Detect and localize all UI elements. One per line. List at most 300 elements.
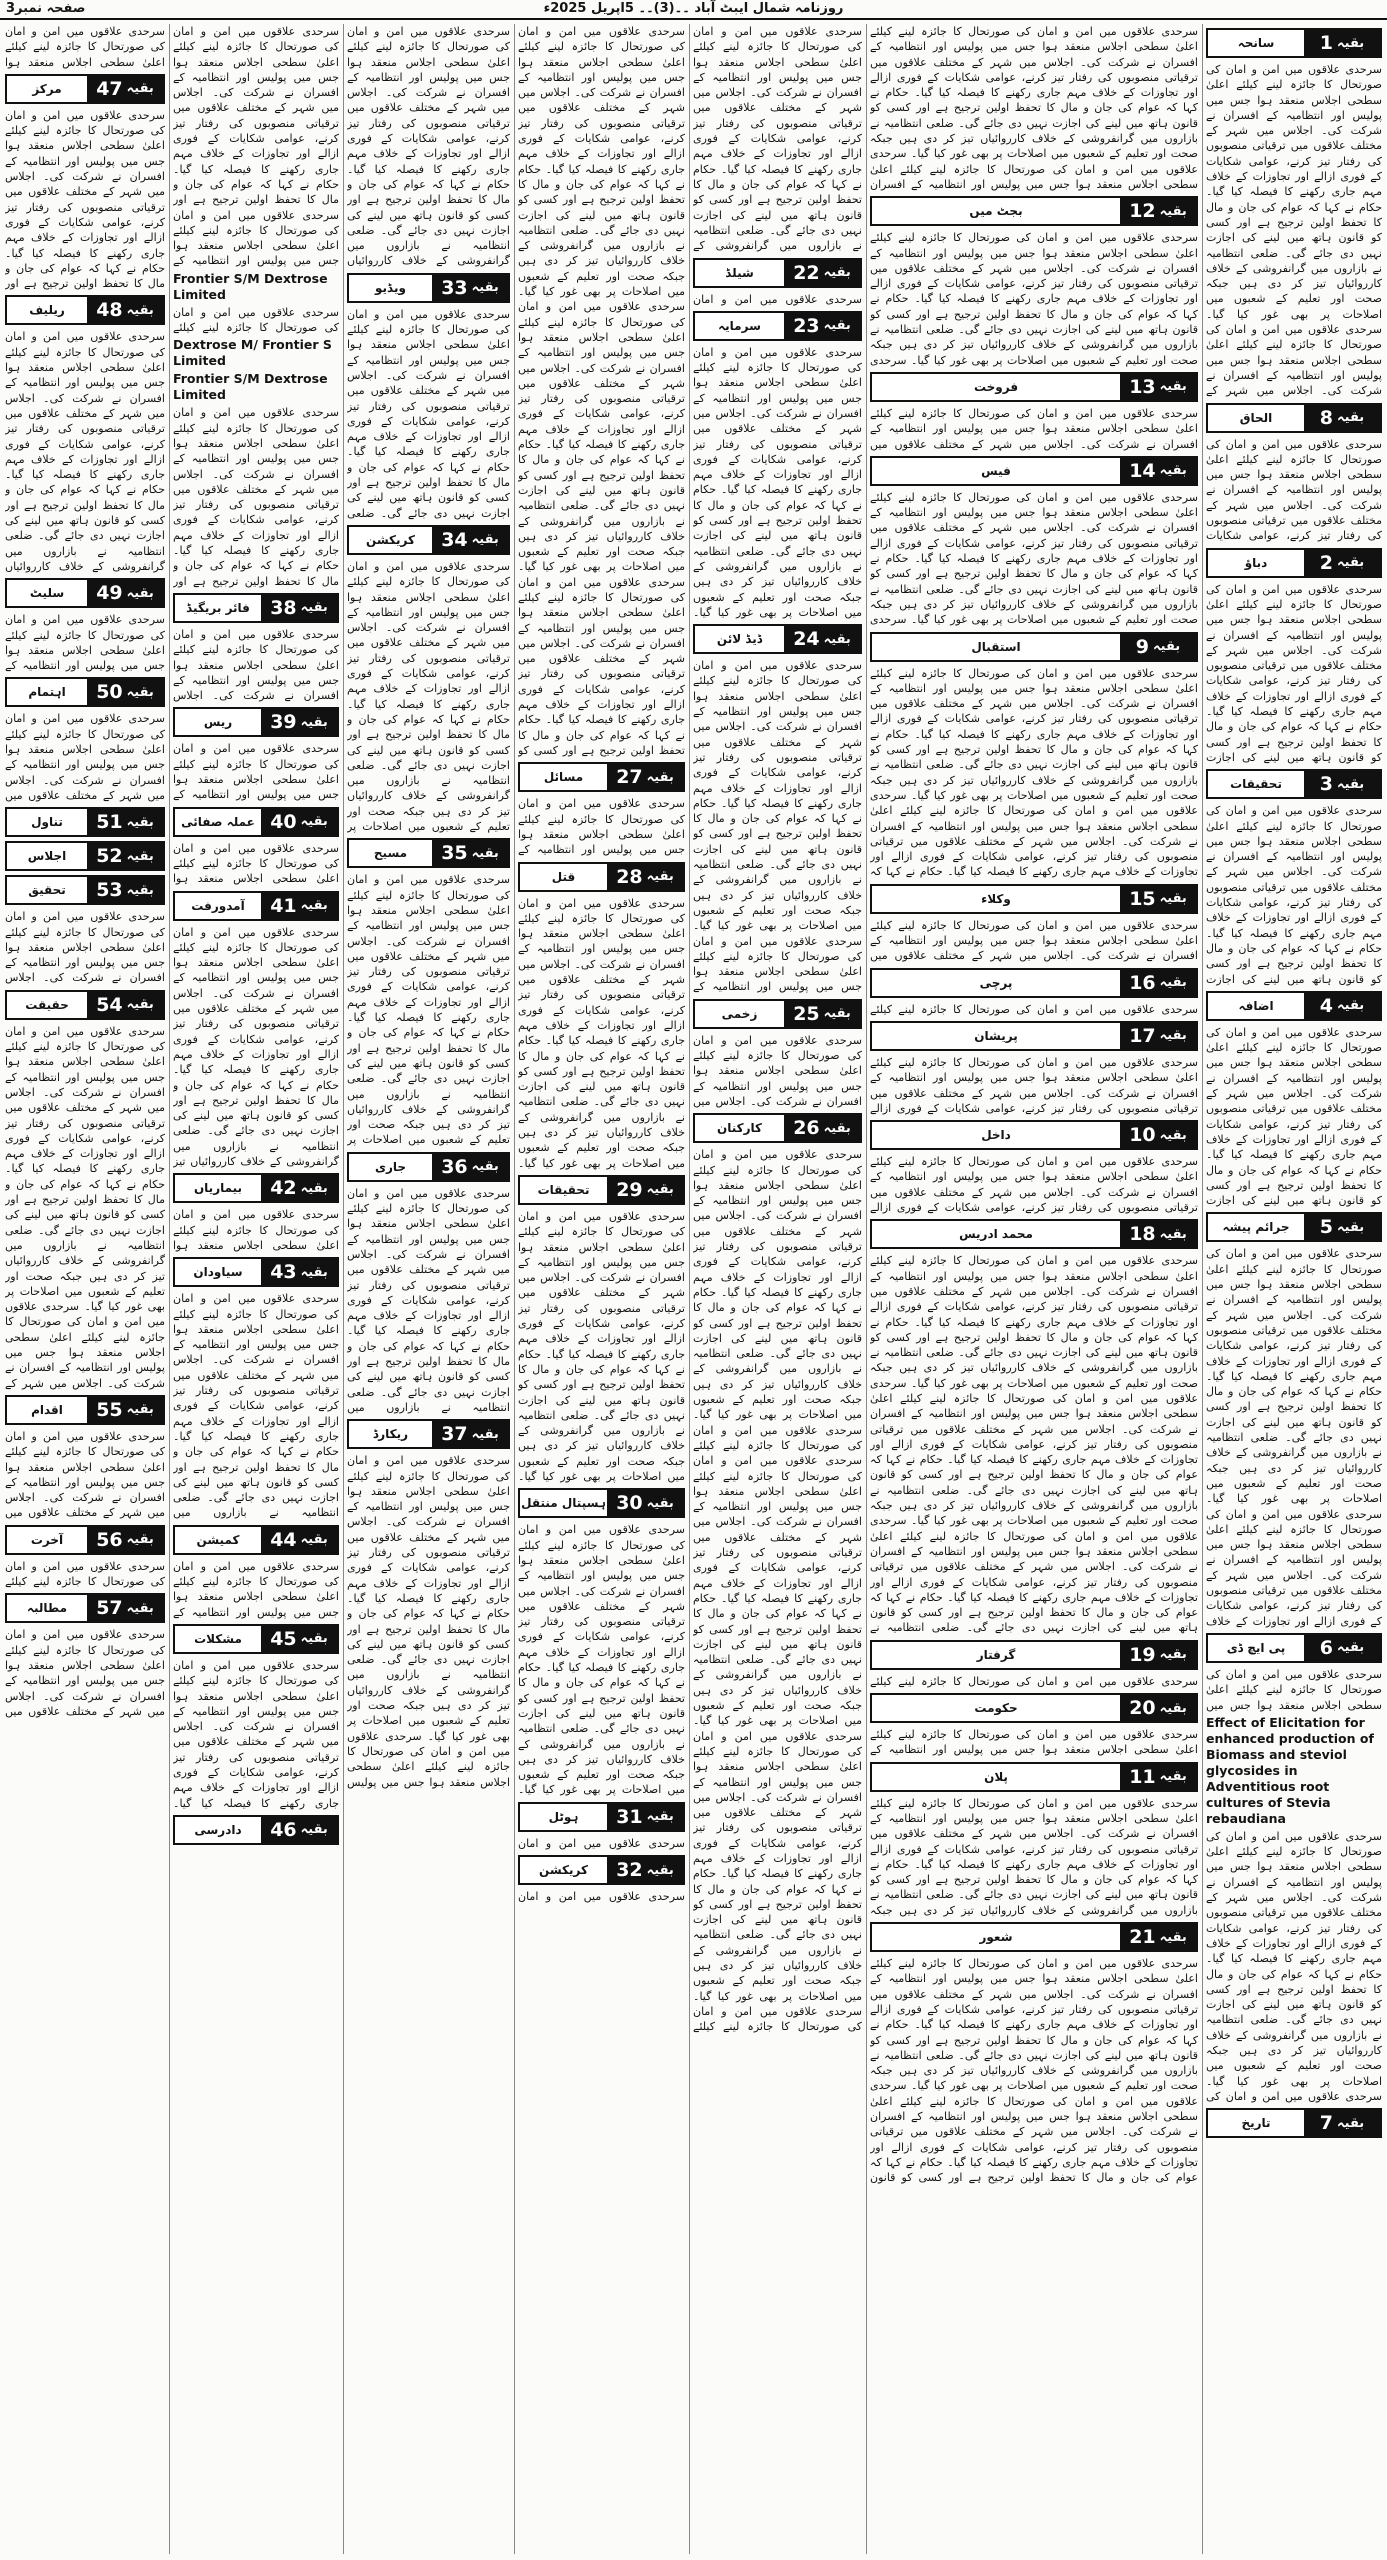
column-3 (690, 24, 865, 2554)
continuation-badge (87, 1595, 163, 1621)
continuation-number: 6 (1319, 1636, 1334, 1659)
continuation-badge (607, 764, 683, 790)
article-text: سرحدی علاقوں میں امن و امان کی صورتحال کا جائزہ لینے کیلئے اعلیٰ سطحی اجلاس منعقد ہوا جس میں پولیس اور انتظامیہ کے افسران نے شرکت کی۔ اجلاس میں شہر کے مختلف علاقوں میں ترقیاتی منصوبوں کی رفتار تیز کرنے، عوامی شکایات کے فوری ازالے اور تجاوزات کے خلاف مہم جاری رکھنے کا فیصلہ کیا گیا۔ حکام نے کہا کہ عوام کی جان و مال کا تحفظ اولین ترجیح ہے اور کسی کو قانون ہاتھ میں لینے کی اجازت نہیں دی جائے گی۔ ضلعی انتظامیہ نے بازاروں میں گرانفروشی کے خلاف کارروائیاں تیز کر دی ہیں جبکہ صحت اور تعلیم کے شعبوں میں اصلاحات پر بھی غور کیا گیا۔ (693, 345, 862, 619)
column-1 (1203, 24, 1385, 2554)
continuation-box-16 (870, 968, 1198, 998)
continuation-box-26 (693, 1113, 862, 1143)
english-text: Frontier S/M Dextrose Limited (173, 371, 328, 403)
continuation-number: 29 (616, 1178, 643, 1201)
continuation-badge (607, 1857, 683, 1883)
article-text: سرحدی علاقوں میں امن و امان کی صورتحال کا جائزہ لینے کیلئے اعلیٰ سطحی اجلاس منعقد ہوا جس میں (1206, 1667, 1382, 1712)
continuation-number: 47 (96, 77, 123, 100)
continuation-title: مطالبہ (26, 1601, 68, 1616)
continuation-title: کمیشن (196, 1532, 240, 1547)
article-text: سرحدی علاقوں میں امن و امان کی صورتحال کا جائزہ لینے کیلئے اعلیٰ سطحی اجلاس منعقد ہوا جس میں پولیس اور انتظامیہ کے افسران نے شرکت کی۔ اجلاس میں شہر کے مختلف علاقوں میں (870, 918, 1198, 963)
continuation-label: بقیہ (300, 1822, 328, 1838)
continuation-title: الحاق (1239, 410, 1273, 425)
english-text: Frontier S/M Dextrose Limited (173, 270, 328, 302)
article-text: سرحدی علاقوں میں امن و امان کی صورتحال کا جائزہ لینے کیلئے اعلیٰ سطحی اجلاس منعقد ہوا جس میں پولیس اور انتظامیہ کے افسران نے شرکت کی۔ اجلاس میں شہر کے مختلف علاقوں میں ترقیاتی منصوبوں کی رفتار تیز کرنے، عوامی شکایات کے فوری ازالے اور تجاوزات کے خلاف مہم جاری رکھنے کا فیصلہ کیا گیا۔ حکام نے کہا کہ عوام کی جان و مال کا تحفظ اولین ترجیح ہے اور کسی کو قانون ہاتھ میں لینے کی اجازت نہیں دی جائے گی۔ ضلعی انتظامیہ نے بازاروں میں گرانفروشی کے خلاف کارروائیاں تیز (173, 925, 339, 1168)
continuation-title: تاریخ (1241, 2116, 1271, 2131)
continuation-number: 12 (1129, 200, 1156, 223)
continuation-badge (87, 1527, 163, 1553)
continuation-title: سرمایہ (718, 318, 761, 333)
continuation-number: 23 (793, 314, 820, 337)
continuation-label: بقیہ (646, 1182, 674, 1198)
continuation-label: بقیہ (646, 1862, 674, 1878)
continuation-title: کریکشن (366, 532, 415, 547)
continuation-label: بقیہ (1159, 1647, 1187, 1663)
continuation-label: بقیہ (300, 1532, 328, 1548)
continuation-title: حقیقت (25, 997, 69, 1012)
article-text: سرحدی علاقوں میں امن و امان کی صورتحال کا جائزہ لینے کیلئے اعلیٰ سطحی اجلاس منعقد ہوا جس میں پولیس اور انتظامیہ کے افسران نے شرکت کی۔ اجلاس میں (693, 1033, 862, 1108)
continuation-label: بقیہ (646, 769, 674, 785)
continuation-title: فروخت (973, 379, 1019, 394)
continuation-label: بقیہ (1153, 639, 1181, 655)
continuation-badge (87, 580, 163, 606)
continuation-badge (1120, 1122, 1196, 1148)
continuation-label: بقیہ (126, 1600, 154, 1616)
continuation-badge (1304, 2110, 1380, 2136)
continuation-badge (1120, 1695, 1196, 1721)
continuation-label: بقیہ (646, 1809, 674, 1825)
continuation-box-37 (347, 1419, 510, 1449)
continuation-number: 19 (1129, 1643, 1156, 1666)
continuation-title: ریکارڈ (372, 1427, 409, 1442)
continuation-number: 46 (270, 1818, 297, 1841)
article-text: سرحدی علاقوں میں امن و امان کی صورتحال کا جائزہ لینے کیلئے اعلیٰ سطحی اجلاس منعقد ہوا جس میں پولیس اور انتظامیہ کے افسران نے شرکت کی۔ اجلاس میں شہر کے مختلف علاقوں میں ترقیاتی منصوبوں کی رفتار تیز کرنے، عوامی شکایات کے فوری ازالے اور تجاوزات کے خلاف مہم جاری رکھنے کا فیصلہ کیا گیا۔ حکام نے کہا کہ عوام کی جان و مال کا تحفظ اولین ترجیح ہے اور کسی کو قانون ہاتھ میں لینے کی اجازت نہیں دی جائے گی۔ ضلعی انتظامیہ نے بازاروں میں گرانفروشی کے خلاف کارروائیاں تیز کر دی ہیں جبکہ صحت اور تعلیم کے شعبوں میں اصلاحات پر بھی غور کیا گیا۔ سرحدی علاقوں میں امن و امان کی صورتحال کا جائزہ لینے کیلئے اعلیٰ سطحی اجلاس منعقد ہوا جس میں پولیس اور انتظامیہ کے افسران نے شرکت کی۔ اجلاس میں شہر کے (1206, 63, 1382, 398)
article-text: سرحدی علاقوں میں امن و امان کی صورتحال کا جائزہ لینے کیلئے اعلیٰ سطحی اجلاس منعقد ہوا جس میں پولیس اور انتظامیہ کے افسران نے شرکت کی۔ اجلاس میں شہر کے مختلف علاقوں میں ترقیاتی منصوبوں کی رفتار تیز کرنے، عوامی شکایات کے فوری ازالے اور تجاوزات کے خلاف مہم جاری رکھنے کا فیصلہ کیا گیا۔ حکام نے کہا کہ عوام کی جان و مال کا تحفظ اولین ترجیح ہے اور کسی کو قانون ہاتھ میں لینے کی اجازت (1206, 582, 1382, 764)
column-6 (170, 24, 342, 2554)
article-text: سرحدی علاقوں میں امن و امان کی صورتحال کا جائزہ لینے کیلئے اعلیٰ سطحی اجلاس منعقد ہوا جس میں پولیس اور انتظامیہ کے افسران نے شرکت کی۔ اجلاس میں شہر کے مختلف علاقوں میں ترقیاتی منصوبوں کی رفتار تیز کرنے، عوامی شکایات کے فوری ازالے (870, 1155, 1198, 1215)
continuation-title: داخل (981, 1128, 1011, 1143)
continuation-label: بقیہ (471, 1159, 499, 1175)
continuation-number: 33 (441, 276, 468, 299)
continuation-number: 49 (96, 582, 123, 605)
article-text: سرحدی علاقوں میں امن و امان کی صورتحال کا جائزہ لینے کیلئے اعلیٰ سطحی اجلاس منعقد ہوا جس میں پولیس اور انتظامیہ کے افسران نے شرکت کی۔ اجلاس میں شہر کے مختلف علاقوں میں ترقیاتی منصوبوں کی رفتار تیز کرنے، عوامی شکایات کے فوری ازالے اور تجاوزات کے خلاف مہم جاری رکھنے کا فیصلہ کیا گیا۔ حکام نے کہا کہ عوام کی جان و مال کا تحفظ اولین ترجیح ہے اور کسی کو قانون ہاتھ میں لینے کی اجازت نہیں دی جائے گی۔ ضلعی انتظامیہ نے بازاروں میں گرانفروشی کے خلاف کارروائیاں تیز کر دی ہیں جبکہ صحت اور تعلیم کے شعبوں میں اصلاحات پر بھی غور کیا گیا۔ سرحدی علاقوں میں امن و امان کی صورتحال کا جائزہ لینے کیلئے اعلیٰ سطحی اجلاس منعقد ہوا جس میں پولیس اور انتظامیہ کے افسران نے شرکت کی۔ اجلاس میں شہر کے مختلف علاقوں میں ترقیاتی منصوبوں کی رفتار تیز کرنے، عوامی شکایات کے فوری ازالے اور تجاوزات کے خلاف مہم جاری رکھنے کا فیصلہ کیا گیا۔ حکام نے کہا کہ عوام کی جان و مال کا تحفظ اولین ترجیح ہے اور کسی کو قانون ہاتھ میں لینے کی اجازت نہیں دی جائے گی۔ ضلعی انتظامیہ نے بازاروں میں گرانفروشی کے خلاف کارروائیاں تیز کر دی ہیں جبکہ صحت اور تعلیم کے شعبوں میں اصلاحات پر بھی غور کیا گیا۔ سرحدی علاقوں میں امن و امان کی صورتحال کا جائزہ لینے کیلئے اعلیٰ سطحی اجلاس منعقد ہوا جس میں پولیس اور انتظامیہ کے افسران نے شرکت کی۔ اجلاس میں شہر کے مختلف علاقوں میں ترقیاتی منصوبوں کی رفتار تیز کرنے، عوامی شکایات کے فوری ازالے اور تجاوزات کے خلاف مہم جاری رکھنے کا فیصلہ کیا گیا۔ حکام نے کہا کہ عوام کی جان و مال کا تحفظ اولین ترجیح ہے اور کسی کو قانون ہاتھ میں لینے کی اجازت نہیں دی جائے گی۔ ضلعی انتظامیہ نے (870, 1254, 1198, 1635)
continuation-label: بقیہ (471, 532, 499, 548)
continuation-title: دادرسی (194, 1822, 242, 1837)
continuation-label: بقیہ (1337, 998, 1365, 1014)
continuation-box-3 (1206, 769, 1382, 799)
continuation-badge (87, 992, 163, 1018)
continuation-label: بقیہ (823, 1120, 851, 1136)
continuation-badge (261, 1259, 337, 1285)
article-text: سرحدی علاقوں میں امن و امان کی صورتحال کا جائزہ لینے کیلئے (5, 1559, 165, 1589)
continuation-number: 1 (1319, 32, 1334, 54)
continuation-label: بقیہ (1337, 2115, 1365, 2131)
continuation-box-11 (870, 1762, 1198, 1792)
continuation-number: 16 (1129, 971, 1156, 994)
article-text: سرحدی علاقوں میں امن و امان کی صورتحال کا جائزہ لینے کیلئے اعلیٰ سطحی اجلاس منعقد ہوا (173, 1208, 339, 1252)
continuation-title: ریلیف (29, 303, 65, 318)
continuation-box-34 (347, 525, 510, 555)
continuation-label: بقیہ (1159, 1700, 1187, 1716)
article-text: سرحدی علاقوں میں امن و امان کی صورتحال کا جائزہ لینے کیلئے اعلیٰ سطحی اجلاس منعقد ہوا جس میں پولیس اور انتظامیہ کے (173, 1559, 339, 1619)
continuation-number: 36 (441, 1155, 468, 1178)
continuation-number: 32 (616, 1859, 643, 1882)
continuation-badge (1304, 30, 1380, 56)
continuation-number: 54 (96, 993, 123, 1016)
continuation-badge (87, 809, 163, 835)
article-text: سرحدی علاقوں میں امن و امان کی صورتحال کا جائزہ لینے کیلئے اعلیٰ سطحی اجلاس منعقد ہوا جس میں پولیس اور انتظامیہ کے (173, 742, 339, 802)
continuation-title: آمدورفت (191, 898, 245, 913)
continuation-box-38 (173, 593, 339, 623)
continuation-box-19 (870, 1640, 1198, 1670)
continuation-badge (1120, 458, 1196, 484)
continuation-title: شیلڈ (725, 265, 754, 280)
article-text: سرحدی علاقوں میں امن و امان کی صورتحال کا جائزہ لینے کیلئے اعلیٰ سطحی اجلاس منعقد ہوا جس میں پولیس اور انتظامیہ کے افسران نے شرکت کی۔ اجلاس میں شہر کے مختلف علاقوں میں ترقیاتی منصوبوں کی رفتار تیز کرنے، عوامی شکایات کے فوری ازالے اور تجاوزات کے خلاف مہم جاری رکھنے کا فیصلہ کیا گیا۔ (173, 1658, 339, 1810)
column-rule (1202, 24, 1203, 2554)
continuation-title: بجٹ میں (969, 204, 1023, 219)
continuation-label: بقیہ (1159, 379, 1187, 395)
continuation-number: 14 (1129, 459, 1156, 482)
continuation-number: 50 (96, 681, 123, 704)
article-text: سرحدی علاقوں میں امن و امان کی صورتحال کا جائزہ لینے کیلئے اعلیٰ سطحی اجلاس منعقد ہوا جس میں پولیس اور انتظامیہ کے افسران نے شرکت کی۔ اجلاس میں شہر کے مختلف علاقوں میں (870, 406, 1198, 451)
continuation-box-17 (870, 1021, 1198, 1051)
continuation-box-1 (1206, 28, 1382, 58)
continuation-number: 4 (1319, 994, 1334, 1017)
column-2 (867, 24, 1201, 2554)
continuation-number: 26 (793, 1117, 820, 1140)
continuation-badge (607, 1804, 683, 1830)
continuation-label: بقیہ (126, 81, 154, 97)
article-text: سرحدی علاقوں میں امن و امان کی صورتحال کا جائزہ لینے کیلئے (870, 1674, 1198, 1688)
continuation-title: تحقیقات (537, 1182, 590, 1197)
continuation-box-54 (5, 990, 165, 1020)
article-text: سرحدی علاقوں میں امن و امان کی صورتحال کا جائزہ لینے کیلئے اعلیٰ سطحی اجلاس منعقد ہوا جس میں پولیس اور انتظامیہ کے افسران نے شرکت کی۔ اجلاس میں شہر کے مختلف علاقوں میں ترقیاتی منصوبوں کی رفتار تیز کرنے، عوامی شکایات کے فوری ازالے اور تجاوزات کے خلاف مہم جاری رکھنے کا فیصلہ کیا گیا۔ حکام نے کہا کہ عوام کی جان و مال کا تحفظ اولین ترجیح ہے اور کسی کو قانون ہاتھ میں لینے کی اجازت نہیں دی جائے گی۔ ضلعی انتظامیہ نے بازاروں میں گرانفروشی کے خلاف کارروائیاں تیز کر دی ہیں جبکہ صحت اور تعلیم کے شعبوں میں اصلاحات پر بھی غور کیا گیا۔ سرحدی (870, 231, 1198, 367)
column-rule (169, 24, 170, 2554)
column-5 (344, 24, 513, 2554)
column-rule (343, 24, 344, 2554)
article-text: سرحدی علاقوں میں امن و امان کی صورتحال کا جائزہ لینے کیلئے اعلیٰ سطحی اجلاس منعقد ہوا جس میں پولیس اور انتظامیہ کے افسران نے شرکت کی۔ اجلاس میں شہر کے مختلف علاقوں میں ترقیاتی منصوبوں کی رفتار تیز کرنے، عوامی شکایات کے فوری ازالے اور تجاوزات کے خلاف مہم جاری رکھنے کا فیصلہ کیا گیا۔ حکام نے کہا کہ عوام کی جان و مال کا تحفظ اولین ترجیح ہے اور کسی کو قانون ہاتھ میں لینے کی اجازت نہیں دی جائے گی۔ ضلعی انتظامیہ نے بازاروں میں گرانفروشی کے خلاف کارروائیاں تیز کر دی ہیں جبکہ (870, 1796, 1198, 1917)
continuation-label: بقیہ (1337, 35, 1365, 51)
continuation-number: 51 (96, 811, 123, 834)
continuation-label: بقیہ (1159, 1226, 1187, 1242)
continuation-number: 5 (1319, 1216, 1334, 1239)
continuation-title: ڈیڈ لائن (716, 632, 763, 647)
article-text: سرحدی علاقوں میں امن و امان کی صورتحال کا جائزہ لینے کیلئے اعلیٰ سطحی اجلاس منعقد ہوا جس میں پولیس اور انتظامیہ کے افسران نے شرکت کی۔ اجلاس میں شہر کے مختلف علاقوں میں ترقیاتی منصوبوں کی رفتار تیز کرنے، عوامی شکایات کے فوری ازالے اور تجاوزات کے خلاف مہم جاری رکھنے کا فیصلہ کیا گیا۔ حکام نے کہا کہ عوام کی جان و مال کا تحفظ اولین ترجیح ہے اور کسی کو قانون ہاتھ میں لینے کی اجازت نہیں دی جائے گی۔ ضلعی انتظامیہ نے بازاروں میں گرانفروشی کے خلاف کارروائیاں تیز کر دی ہیں جبکہ صحت اور تعلیم کے شعبوں میں اصلاحات پر بھی غور کیا گیا۔ سرحدی علاقوں میں امن و امان کی (1206, 1829, 1382, 2103)
continuation-badge (1304, 771, 1380, 797)
continuation-box-14 (870, 456, 1198, 486)
continuation-box-6 (1206, 1633, 1382, 1663)
article-text: سرحدی علاقوں میں امن و امان کی صورتحال کا جائزہ لینے کیلئے اعلیٰ سطحی اجلاس منعقد ہوا جس میں پولیس اور انتظامیہ کے افسران نے شرکت کی۔ اجلاس میں شہر کے مختلف علاقوں میں ترقیاتی منصوبوں کی رفتار تیز کرنے، عوامی شکایات کے فوری ازالے اور تجاوزات کے خلاف مہم جاری رکھنے کا فیصلہ کیا گیا۔ حکام نے کہا کہ عوام کی جان و مال کا تحفظ اولین ترجیح ہے اور کسی کو قانون ہاتھ میں لینے کی اجازت نہیں دی جائے گی۔ ضلعی انتظامیہ نے بازاروں میں گرانفروشی کے خلاف کارروائیاں تیز کر دی ہیں جبکہ صحت اور تعلیم کے شعبوں میں اصلاحات پر بھی غور کیا گیا۔ سرحدی علاقوں میں امن و امان کی صورتحال کا جائزہ لینے کیلئے اعلیٰ سطحی اجلاس منعقد ہوا جس میں پولیس اور انتظامیہ کے (693, 659, 862, 994)
continuation-box-22 (693, 258, 862, 288)
continuation-box-5 (1206, 1212, 1382, 1242)
continuation-box-24 (693, 624, 862, 654)
continuation-label: بقیہ (646, 869, 674, 885)
continuation-label: بقیہ (300, 1180, 328, 1196)
continuation-title: قتل (551, 869, 576, 884)
continuation-box-27 (518, 762, 685, 792)
continuation-box-55 (5, 1395, 165, 1425)
article-text: سرحدی علاقوں میں امن و امان کی صورتحال کا جائزہ لینے کیلئے اعلیٰ سطحی اجلاس منعقد ہوا جس میں پولیس اور انتظامیہ کے افسران نے شرکت کی۔ اجلاس میں شہر کے مختلف علاقوں میں ترقیاتی منصوبوں کی رفتار تیز کرنے، عوامی شکایات کے فوری ازالے اور تجاوزات کے خلاف مہم جاری رکھنے کا فیصلہ کیا گیا۔ حکام نے کہا کہ عوام کی جان و مال کا تحفظ اولین ترجیح ہے اور کسی کو قانون ہاتھ میں لینے کی اجازت نہیں دی جائے گی۔ ضلعی انتظامیہ نے بازاروں میں گرانفروشی کے خلاف کارروائیاں تیز کر دی ہیں جبکہ صحت اور تعلیم کے شعبوں میں اصلاحات پر بھی غور کیا گیا۔ (518, 1523, 685, 1797)
continuation-number: 3 (1319, 773, 1334, 796)
continuation-number: 27 (616, 766, 643, 789)
article-text: سرحدی علاقوں میں امن و امان (518, 1890, 685, 1904)
article-text: سرحدی علاقوں میں امن و امان کی صورتحال کا جائزہ لینے کیلئے اعلیٰ سطحی اجلاس منعقد ہوا جس میں پولیس اور انتظامیہ کے افسران نے شرکت کی۔ اجلاس میں شہر کے مختلف علاقوں میں ترقیاتی منصوبوں کی رفتار تیز کرنے، عوامی شکایات کے فوری ازالے اور تجاوزات کے خلاف مہم جاری رکھنے کا فیصلہ کیا گیا۔ حکام نے کہا کہ عوام کی جان و مال کا تحفظ اولین ترجیح ہے اور کسی کو قانون ہاتھ میں لینے کی اجازت نہیں دی جائے گی۔ ضلعی انتظامیہ نے بازاروں میں گرانفروشی کے خلاف کارروائیاں تیز کر دی ہیں جبکہ صحت اور تعلیم کے شعبوں میں اصلاحات پر (347, 873, 510, 1147)
continuation-number: 22 (793, 261, 820, 284)
continuation-title: ویڈیو (375, 280, 406, 295)
article-text: سرحدی علاقوں میں امن و امان کی صورتحال کا جائزہ لینے کیلئے اعلیٰ سطحی اجلاس منعقد ہوا جس میں پولیس اور انتظامیہ کے (870, 1728, 1198, 1757)
continuation-number: 53 (96, 879, 123, 902)
article-text: سرحدی علاقوں میں امن و امان کی صورتحال کا جائزہ لینے کیلئے اعلیٰ سطحی اجلاس منعقد ہوا جس میں پولیس اور انتظامیہ کے افسران نے شرکت کی۔ اجلاس میں شہر کے مختلف علاقوں میں ترقیاتی منصوبوں کی رفتار تیز کرنے، عوامی شکایات کے فوری ازالے اور تجاوزات کے خلاف مہم جاری رکھنے کا فیصلہ کیا گیا۔ حکام نے کہا کہ عوام کی جان و مال کا تحفظ اولین ترجیح ہے اور کسی کو قانون ہاتھ میں لینے کی اجازت نہیں دی جائے گی۔ ضلعی انتظامیہ نے بازاروں میں (347, 1186, 510, 1414)
continuation-number: 18 (1129, 1223, 1156, 1246)
continuation-number: 45 (270, 1627, 297, 1650)
continuation-number: 15 (1129, 887, 1156, 910)
continuation-title: جرائم پیشہ (1222, 1220, 1290, 1235)
column-rule (514, 24, 515, 2554)
continuation-badge (87, 297, 163, 323)
article-text: سرحدی علاقوں میں امن و امان کی صورتحال کا جائزہ لینے کیلئے اعلیٰ سطحی اجلاس منعقد ہوا جس میں پولیس اور انتظامیہ کے افسران نے شرکت کی۔ اجلاس (173, 627, 339, 703)
continuation-title: گرفتار (976, 1647, 1016, 1662)
article-text: سرحدی علاقوں میں امن و امان کی صورتحال کا جائزہ لینے کیلئے اعلیٰ سطحی اجلاس منعقد ہوا جس میں پولیس اور انتظامیہ کے افسران نے شرکت کی۔ اجلاس میں شہر کے مختلف علاقوں میں ترقیاتی منصوبوں کی رفتار تیز کرنے، عوامی شکایات کے فوری ازالے اور تجاوزات کے خلاف مہم جاری رکھنے کا فیصلہ کیا گیا۔ حکام نے کہا کہ عوام کی جان و مال کا تحفظ اولین ترجیح ہے اور (173, 25, 339, 207)
continuation-badge (1120, 1924, 1196, 1950)
continuation-title: اجلاس (27, 849, 67, 864)
continuation-label: بقیہ (1159, 891, 1187, 907)
continuation-badge (1120, 1023, 1196, 1049)
continuation-title: اہتمام (28, 685, 66, 700)
continuation-title: عملہ صفائی (181, 814, 255, 829)
continuation-label: بقیہ (126, 848, 154, 864)
continuation-badge (432, 1154, 508, 1180)
article-text: سرحدی علاقوں میں امن و امان کی صورتحال کا جائزہ لینے کیلئے اعلیٰ سطحی اجلاس منعقد ہوا جس میں پولیس اور انتظامیہ کے افسران نے شرکت کی۔ اجلاس میں شہر کے مختلف علاقوں میں ترقیاتی منصوبوں کی رفتار تیز کرنے، عوامی شکایات کے فوری ازالے اور تجاوزات کے خلاف مہم جاری رکھنے کا فیصلہ کیا گیا۔ حکام نے کہا کہ عوام کی جان و مال کا تحفظ اولین ترجیح ہے اور کسی کو قانون ہاتھ میں لینے کی اجازت نہیں دی جائے گی۔ ضلعی انتظامیہ نے بازاروں میں گرانفروشی کے خلاف کارروائیاں تیز کر دی ہیں جبکہ صحت اور تعلیم کے شعبوں میں اصلاحات پر بھی غور کیا گیا۔ سرحدی علاقوں میں امن و امان کی صورتحال کا جائزہ لینے کیلئے اعلیٰ سطحی اجلاس منعقد ہوا جس میں پولیس اور انتظامیہ کے افسران نے شرکت کی۔ اجلاس میں شہر کے مختلف علاقوں میں ترقیاتی منصوبوں کی رفتار تیز کرنے، عوامی شکایات کے فوری ازالے اور تجاوزات کے خلاف مہم جاری رکھنے کا فیصلہ کیا گیا۔ حکام نے کہا کہ (870, 666, 1198, 879)
continuation-label: بقیہ (646, 1495, 674, 1511)
article-text: سرحدی علاقوں میں امن و امان کی صورتحال کا جائزہ لینے کیلئے اعلیٰ سطحی اجلاس منعقد ہوا جس میں پولیس اور انتظامیہ کے افسران نے شرکت کی۔ اجلاس میں شہر کے مختلف علاقوں میں ترقیاتی منصوبوں کی رفتار تیز کرنے، عوامی شکایات کے فوری ازالے اور تجاوزات کے خلاف مہم جاری رکھنے کا فیصلہ کیا گیا۔ حکام نے کہا کہ عوام کی جان و مال کا تحفظ اولین ترجیح ہے اور کسی کو قانون ہاتھ میں لینے کی اجازت نہیں دی جائے گی۔ ضلعی انتظامیہ نے بازاروں میں گرانفروشی کے خلاف کارروائیاں تیز کر دی ہیں جبکہ صحت اور تعلیم کے شعبوں میں اصلاحات پر بھی غور کیا گیا۔ سرحدی علاقوں میں امن و امان کی صورتحال کا جائزہ لینے کیلئے (693, 1148, 862, 1452)
continuation-box-20 (870, 1693, 1198, 1723)
continuation-title: سلیٹ (29, 586, 65, 601)
continuation-box-32 (518, 1855, 685, 1885)
column-rule (689, 24, 690, 2554)
continuation-title: کریکشن (539, 1863, 588, 1878)
continuation-label: بقیہ (1337, 1640, 1365, 1656)
continuation-title: تناول (31, 815, 63, 830)
continuation-box-33 (347, 273, 510, 303)
continuation-title: تحقیق (28, 883, 66, 898)
article-text: سرحدی علاقوں میں امن و امان کی صورتحال کا جائزہ لینے کیلئے اعلیٰ سطحی اجلاس منعقد ہوا جس میں پولیس اور انتظامیہ کے افسران نے شرکت کی۔ اجلاس میں شہر کے مختلف علاقوں میں ترقیاتی منصوبوں کی رفتار تیز کرنے، عوامی شکایات کے فوری ازالے اور تجاوزات کے خلاف مہم جاری رکھنے کا فیصلہ کیا گیا۔ حکام نے کہا کہ عوام کی جان و مال کا تحفظ اولین ترجیح ہے اور کسی کو قانون ہاتھ میں لینے کی اجازت نہیں دی جائے گی۔ ضلعی انتظامیہ نے بازاروں میں گرانفروشی کے خلاف کارروائیاں تیز کر دی ہیں جبکہ صحت اور تعلیم کے شعبوں میں اصلاحات پر بھی غور کیا گیا۔ (518, 896, 685, 1170)
article-text: سرحدی علاقوں میں امن و امان کی صورتحال کا جائزہ لینے کیلئے اعلیٰ سطحی اجلاس منعقد ہوا جس میں پولیس اور انتظامیہ کے افسران نے شرکت کی۔ اجلاس میں شہر کے مختلف علاقوں میں ترقیاتی منصوبوں کی رفتار تیز کرنے، عوامی شکایات کے فوری ازالے اور تجاوزات کے خلاف مہم جاری رکھنے کا فیصلہ کیا گیا۔ حکام نے کہا کہ عوام کی جان و مال کا تحفظ اولین ترجیح ہے اور کسی کو قانون ہاتھ میں لینے کی اجازت نہیں دی جائے گی۔ ضلعی انتظامیہ نے بازاروں میں گرانفروشی کے خلاف کارروائیاں تیز کر دی ہیں جبکہ صحت اور تعلیم کے شعبوں میں اصلاحات پر بھی غور کیا گیا۔ سرحدی علاقوں میں امن و امان کی صورتحال کا جائزہ لینے کیلئے اعلیٰ سطحی اجلاس منعقد ہوا جس میں پولیس اور انتظامیہ کے افسران نے شرکت کی۔ اجلاس میں شہر کے مختلف علاقوں میں ترقیاتی منصوبوں کی رفتار تیز کرنے، عوامی شکایات کے فوری ازالے اور تجاوزات کے خلاف مہم جاری رکھنے کا فیصلہ کیا گیا۔ حکام نے کہا کہ عوام کی جان و مال کا تحفظ اولین ترجیح ہے اور کسی کو قانون (870, 1957, 1198, 2185)
continuation-label: بقیہ (1337, 410, 1365, 426)
continuation-badge (87, 76, 163, 102)
continuation-title: اقدام (31, 1402, 63, 1417)
continuation-badge (87, 1397, 163, 1423)
continuation-badge (784, 626, 860, 652)
continuation-box-52 (5, 841, 165, 871)
continuation-title: آخرت (30, 1532, 64, 1547)
continuation-label: بقیہ (1337, 1219, 1365, 1235)
article-text: سرحدی علاقوں میں امن و امان کی صورتحال کا جائزہ لینے کیلئے اعلیٰ سطحی اجلاس منعقد ہوا جس میں پولیس اور انتظامیہ کے افسران نے شرکت کی۔ اجلاس میں شہر کے مختلف علاقوں میں ترقیاتی منصوبوں کی رفتار تیز کرنے، عوامی شکایات کے فوری ازالے اور تجاوزات کے خلاف مہم جاری رکھنے کا فیصلہ کیا گیا۔ حکام نے کہا کہ عوام کی جان و مال کا تحفظ اولین ترجیح ہے اور کسی کو قانون ہاتھ میں لینے کی اجازت نہیں دی جائے گی۔ ضلعی انتظامیہ نے بازاروں میں گرانفروشی کے خلاف کارروائیاں تیز کر دی ہیں جبکہ صحت اور تعلیم کے شعبوں میں اصلاحات پر بھی غور کیا گیا۔ (518, 1209, 685, 1484)
continuation-box-8 (1206, 403, 1382, 433)
continuation-label: بقیہ (300, 714, 328, 730)
continuation-number: 25 (793, 1002, 820, 1025)
continuation-label: بقیہ (1159, 463, 1187, 479)
continuation-label: بقیہ (300, 814, 328, 830)
article-text: سرحدی علاقوں میں امن و امان کی صورتحال کا جائزہ لینے کیلئے اعلیٰ سطحی اجلاس منعقد ہوا جس میں پولیس اور انتظامیہ کے افسران نے شرکت کی۔ اجلاس میں شہر کے مختلف علاقوں میں ترقیاتی منصوبوں کی رفتار تیز کرنے، عوامی شکایات کے فوری ازالے (870, 1055, 1198, 1115)
article-text: سرحدی علاقوں میں امن و امان کی صورتحال کا جائزہ لینے کیلئے اعلیٰ سطحی اجلاس منعقد ہوا (173, 841, 339, 886)
continuation-badge (87, 843, 163, 869)
continuation-box-43 (173, 1257, 339, 1287)
continuation-label: بقیہ (1159, 1929, 1187, 1945)
continuation-number: 57 (96, 1597, 123, 1620)
continuation-label: بقیہ (471, 280, 499, 296)
continuation-number: 30 (616, 1492, 643, 1515)
continuation-title: مسیح (373, 846, 408, 861)
continuation-badge (1304, 1635, 1380, 1661)
continuation-badge (87, 877, 163, 903)
continuation-box-10 (870, 1120, 1198, 1150)
continuation-badge (1120, 374, 1196, 400)
continuation-title: مرکز (32, 81, 62, 96)
continuation-title: محمد ادریس (959, 1227, 1033, 1242)
continuation-title: فیس (981, 463, 1011, 478)
continuation-number: 2 (1319, 551, 1334, 574)
continuation-title: ریس (203, 715, 233, 730)
continuation-badge (1120, 1642, 1196, 1668)
article-text: سرحدی علاقوں میں امن و امان کی صورتحال کا جائزہ لینے کیلئے اعلیٰ سطحی اجلاس منعقد ہوا (5, 25, 165, 69)
continuation-number: 21 (1129, 1926, 1156, 1949)
article-text: سرحدی علاقوں میں امن و امان کی صورتحال کا جائزہ لینے کیلئے اعلیٰ سطحی اجلاس منعقد ہوا جس میں پولیس اور انتظامیہ کے افسران نے شرکت کی۔ اجلاس میں شہر کے مختلف علاقوں میں ترقیاتی منصوبوں کی رفتار تیز کرنے، عوامی شکایات کے فوری ازالے اور تجاوزات کے خلاف مہم جاری رکھنے کا فیصلہ کیا گیا۔ حکام نے کہا کہ عوام کی جان و مال کا تحفظ اولین ترجیح ہے اور کسی کو قانون ہاتھ میں لینے کی اجازت نہیں دی جائے گی۔ ضلعی انتظامیہ نے بازاروں میں گرانفروشی کے خلاف کارروائیاں تیز کر دی ہیں جبکہ صحت اور تعلیم کے شعبوں میں اصلاحات پر (347, 559, 510, 834)
continuation-number: 38 (270, 596, 297, 619)
column-7 (2, 24, 168, 2554)
continuation-label: بقیہ (300, 600, 328, 616)
continuation-box-9 (870, 632, 1198, 662)
continuation-box-35 (347, 838, 510, 868)
continuation-badge (261, 709, 337, 735)
continuation-title: سیاودان (193, 1265, 243, 1280)
continuation-badge (1120, 198, 1196, 224)
article-text: سرحدی علاقوں میں امن و امان کی صورتحال کا جائزہ لینے کیلئے اعلیٰ سطحی اجلاس منعقد ہوا جس میں پولیس اور انتظامیہ کے (5, 613, 165, 673)
continuation-number: 11 (1129, 1765, 1156, 1788)
continuation-badge (1120, 1221, 1196, 1247)
page-number: صفحہ نمبر3 (6, 1, 86, 16)
continuation-badge (1120, 970, 1196, 996)
continuation-number: 34 (441, 528, 468, 551)
continuation-badge (1304, 550, 1380, 576)
continuation-badge (432, 275, 508, 301)
continuation-label: بقیہ (300, 898, 328, 914)
continuation-label: بقیہ (1159, 203, 1187, 219)
continuation-label: بقیہ (1337, 776, 1365, 792)
continuation-box-7 (1206, 2108, 1382, 2138)
continuation-box-21 (870, 1922, 1198, 1952)
continuation-box-31 (518, 1802, 685, 1832)
article-text: سرحدی علاقوں میں امن و امان کی صورتحال کا جائزہ لینے کیلئے اعلیٰ سطحی اجلاس منعقد ہوا جس میں پولیس اور انتظامیہ کے افسران نے شرکت کی۔ اجلاس میں شہر کے مختلف علاقوں میں ترقیاتی منصوبوں کی رفتار تیز کرنے، عوامی شکایات کے فوری ازالے اور تجاوزات کے خلاف مہم جاری رکھنے کا فیصلہ کیا گیا۔ حکام نے کہا کہ عوام کی جان و مال کا تحفظ اولین ترجیح ہے اور کسی کو قانون ہاتھ میں لینے کی اجازت نہیں دی جائے گی۔ ضلعی (347, 307, 510, 520)
continuation-box-2 (1206, 548, 1382, 578)
continuation-badge (432, 840, 508, 866)
article-text: سرحدی علاقوں میں امن و امان کی صورتحال کا جائزہ لینے کیلئے اعلیٰ سطحی اجلاس منعقد ہوا جس میں پولیس اور انتظامیہ کے افسران نے شرکت کی۔ اجلاس میں شہر کے مختلف علاقوں میں (5, 712, 165, 802)
article-text: سرحدی علاقوں میں امن و امان کی صورتحال کا جائزہ لینے کیلئے اعلیٰ سطحی اجلاس منعقد ہوا جس میں پولیس اور انتظامیہ کے (173, 208, 339, 268)
continuation-badge (784, 1001, 860, 1027)
continuation-title: دباؤ (1244, 555, 1268, 570)
continuation-number: 31 (616, 1805, 643, 1828)
continuation-box-57 (5, 1593, 165, 1623)
article-text: سرحدی علاقوں میں امن و امان کی صورتحال کا جائزہ لینے کیلئے اعلیٰ سطحی اجلاس منعقد ہوا جس میں پولیس اور انتظامیہ کے افسران نے شرکت کی۔ اجلاس میں شہر کے مختلف علاقوں میں ترقیاتی منصوبوں کی رفتار تیز کرنے، عوامی شکایات کے فوری ازالے اور تجاوزات کے خلاف مہم جاری رکھنے کا فیصلہ کیا گیا۔ حکام نے کہا کہ عوام کی جان و مال کا تحفظ اولین ترجیح ہے اور کسی کو قانون ہاتھ میں لینے کی اجازت نہیں دی جائے گی۔ ضلعی انتظامیہ نے بازاروں میں گرانفروشی کے خلاف کارروائیاں تیز کر دی ہیں جبکہ صحت اور تعلیم کے شعبوں میں اصلاحات پر بھی غور کیا گیا۔ سرحدی علاقوں میں امن و امان کی صورتحال کا جائزہ لینے کیلئے اعلیٰ سطحی اجلاس منعقد ہوا جس میں پولیس اور انتظامیہ کے افسران نے شرکت کی۔ اجلاس میں شہر کے مختلف علاقوں میں ترقیاتی منصوبوں کی رفتار تیز کرنے، عوامی شکایات کے فوری ازالے اور تجاوزات کے خلاف مہم جاری رکھنے کا فیصلہ کیا گیا۔ حکام نے کہا کہ عوام کی جان و مال کا تحفظ اولین ترجیح ہے اور کسی کو قانون ہاتھ میں لینے کی اجازت نہیں دی جائے گی۔ ضلعی انتظامیہ نے بازاروں میں گرانفروشی کے خلاف کارروائیاں تیز کر دی ہیں جبکہ صحت اور تعلیم کے شعبوں میں اصلاحات پر بھی غور کیا گیا۔ سرحدی علاقوں میں امن و امان کی صورتحال کا جائزہ لینے کیلئے (693, 1454, 862, 2034)
article-text: سرحدی علاقوں میں امن و امان کی صورتحال کا جائزہ لینے کیلئے اعلیٰ سطحی اجلاس منعقد ہوا جس میں پولیس اور انتظامیہ کے افسران نے شرکت کی۔ اجلاس میں شہر کے مختلف علاقوں میں ترقیاتی منصوبوں کی رفتار تیز کرنے، عوامی شکایات کے فوری ازالے اور تجاوزات کے خلاف مہم جاری رکھنے کا فیصلہ کیا گیا۔ حکام نے کہا کہ عوام کی جان و مال کا تحفظ اولین ترجیح ہے اور (173, 406, 339, 588)
continuation-box-28 (518, 862, 685, 892)
continuation-number: 13 (1129, 375, 1156, 398)
continuation-title: حکومت (974, 1701, 1018, 1716)
continuation-box-50 (5, 677, 165, 707)
continuation-box-36 (347, 1152, 510, 1182)
continuation-number: 56 (96, 1528, 123, 1551)
continuation-label: بقیہ (300, 1631, 328, 1647)
continuation-badge (1120, 886, 1196, 912)
article-text: سرحدی علاقوں میں امن و امان کی صورتحال کا جائزہ لینے کیلئے اعلیٰ سطحی اجلاس منعقد ہوا جس میں پولیس اور انتظامیہ کے افسران نے شرکت کی۔ اجلاس میں شہر کے مختلف علاقوں میں (5, 1429, 165, 1520)
continuation-box-13 (870, 372, 1198, 402)
continuation-box-18 (870, 1219, 1198, 1249)
article-text: سرحدی علاقوں میں امن و امان کی صورتحال کا جائزہ لینے کیلئے اعلیٰ سطحی اجلاس منعقد ہوا جس میں پولیس اور انتظامیہ کے افسران نے شرکت کی۔ اجلاس (5, 910, 165, 985)
continuation-number: 41 (270, 894, 297, 917)
continuation-label: بقیہ (300, 1264, 328, 1280)
article-text: سرحدی علاقوں میں امن و امان کی صورتحال کا جائزہ لینے کیلئے اعلیٰ سطحی اجلاس منعقد ہوا جس میں پولیس اور انتظامیہ کے افسران نے شرکت کی۔ اجلاس میں شہر کے مختلف علاقوں میں ترقیاتی منصوبوں کی رفتار تیز کرنے، عوامی شکایات (1206, 437, 1382, 543)
continuation-number: 35 (441, 842, 468, 865)
english-text: Effect of Elicitation for enhanced production of Biomass and steviol glycosides in Adventitious root cultures of Stevia rebaudiana (1206, 1714, 1374, 1826)
continuation-number: 52 (96, 845, 123, 868)
continuation-box-4 (1206, 991, 1382, 1021)
continuation-label: بقیہ (126, 997, 154, 1013)
article-text: سرحدی علاقوں میں امن و امان کی صورتحال کا جائزہ لینے کیلئے اعلیٰ سطحی اجلاس منعقد ہوا جس میں پولیس اور انتظامیہ کے افسران نے شرکت کی۔ اجلاس میں شہر کے مختلف علاقوں میں ترقیاتی منصوبوں کی رفتار تیز کرنے، عوامی شکایات کے فوری ازالے اور تجاوزات کے خلاف مہم جاری رکھنے کا فیصلہ کیا گیا۔ حکام نے کہا کہ عوام کی جان و مال کا تحفظ اولین ترجیح ہے اور کسی کو قانون ہاتھ میں لینے کی اجازت نہیں دی جائے گی۔ ضلعی انتظامیہ نے بازاروں میں گرانفروشی کے (693, 25, 862, 253)
article-text: سرحدی علاقوں میں امن و امان کی صورتحال کا جائزہ لینے کیلئے (870, 1002, 1198, 1016)
continuation-label: بقیہ (126, 585, 154, 601)
continuation-box-15 (870, 884, 1198, 914)
continuation-title: پی ایچ ڈی (1226, 1640, 1286, 1655)
continuation-badge (261, 809, 337, 835)
article-text: سرحدی علاقوں میں امن و امان کی صورتحال کا جائزہ لینے کیلئے اعلیٰ سطحی اجلاس منعقد ہوا جس میں پولیس اور انتظامیہ کے افسران نے شرکت کی۔ اجلاس میں شہر کے مختلف علاقوں میں ترقیاتی منصوبوں کی رفتار تیز کرنے، عوامی شکایات کے فوری ازالے اور تجاوزات کے خلاف مہم جاری رکھنے کا فیصلہ کیا گیا۔ حکام نے کہا کہ عوام کی جان و مال کا تحفظ اولین ترجیح ہے اور کسی کو قانون ہاتھ میں لینے کی اجازت (1206, 1025, 1382, 1208)
article-text: سرحدی علاقوں میں امن و امان (518, 1836, 685, 1850)
continuation-label: بقیہ (823, 318, 851, 334)
continuation-label: بقیہ (126, 302, 154, 318)
continuation-label: بقیہ (1159, 1769, 1187, 1785)
continuation-badge (784, 1115, 860, 1141)
continuation-title: زخمی (721, 1006, 758, 1021)
continuation-title: فائر بریگیڈ (186, 600, 250, 615)
article-text: سرحدی علاقوں میں امن و امان کی صورتحال کا جائزہ لینے کیلئے اعلیٰ سطحی اجلاس منعقد ہوا جس میں پولیس اور انتظامیہ کے افسران نے شرکت کی۔ اجلاس میں شہر کے مختلف علاقوں میں ترقیاتی منصوبوں کی رفتار تیز کرنے، عوامی شکایات کے فوری ازالے اور تجاوزات کے خلاف مہم جاری رکھنے کا فیصلہ کیا گیا۔ حکام نے کہا کہ عوام کی جان و مال کا تحفظ اولین ترجیح ہے اور کسی کو قانون ہاتھ میں لینے کی اجازت نہیں دی جائے گی۔ ضلعی انتظامیہ نے بازاروں میں گرانفروشی کے خلاف کارروائیاں (5, 330, 165, 573)
continuation-title: استقبال (971, 639, 1021, 654)
continuation-label: بقیہ (823, 631, 851, 647)
continuation-box-53 (5, 875, 165, 905)
continuation-box-12 (870, 196, 1198, 226)
continuation-label: بقیہ (1159, 975, 1187, 991)
continuation-number: 39 (270, 711, 297, 734)
continuation-label: بقیہ (126, 1402, 154, 1418)
continuation-title: مشکلات (194, 1631, 242, 1646)
english-text: Dextrose M/ Frontier S Limited (173, 337, 332, 369)
continuation-number: 10 (1129, 1124, 1156, 1147)
continuation-title: مسائل (543, 770, 584, 785)
continuation-title: کارکنان (716, 1121, 763, 1136)
continuation-badge (607, 1490, 683, 1516)
article-text: سرحدی علاقوں میں امن و امان کی صورتحال کا جائزہ لینے کیلئے اعلیٰ سطحی اجلاس منعقد ہوا جس میں پولیس اور انتظامیہ کے افسران نے شرکت کی۔ اجلاس میں شہر کے مختلف علاقوں میں ترقیاتی منصوبوں کی رفتار تیز کرنے، عوامی شکایات کے فوری ازالے اور تجاوزات کے خلاف مہم جاری رکھنے کا فیصلہ کیا گیا۔ حکام نے کہا کہ عوام کی جان و مال کا تحفظ اولین ترجیح ہے اور (5, 108, 165, 291)
continuation-title: سانحہ (1237, 36, 1275, 50)
continuation-number: 28 (616, 865, 643, 888)
continuation-box-46 (173, 1815, 339, 1845)
continuation-badge (261, 1626, 337, 1652)
article-text: سرحدی علاقوں میں امن و امان کی صورتحال کا جائزہ لینے کیلئے اعلیٰ سطحی اجلاس منعقد ہوا جس میں پولیس اور انتظامیہ کے افسران نے شرکت کی۔ اجلاس میں شہر کے مختلف علاقوں میں ترقیاتی منصوبوں کی رفتار تیز کرنے، عوامی شکایات کے فوری ازالے اور تجاوزات کے خلاف مہم جاری رکھنے کا فیصلہ کیا گیا۔ حکام نے کہا کہ عوام کی جان و مال کا تحفظ اولین ترجیح ہے اور کسی کو قانون ہاتھ میں لینے کی اجازت نہیں دی جائے گی۔ ضلعی انتظامیہ نے بازاروں میں گرانفروشی کے خلاف کارروائیاں تیز کر دی ہیں جبکہ صحت اور تعلیم کے شعبوں میں اصلاحات پر بھی غور کیا گیا۔ سرحدی (870, 490, 1198, 627)
continuation-title: تحقیقات (1230, 777, 1282, 792)
continuation-label: بقیہ (126, 1532, 154, 1548)
continuation-badge (432, 1421, 508, 1447)
continuation-badge (1120, 634, 1196, 660)
continuation-label: بقیہ (126, 882, 154, 898)
continuation-label: بقیہ (823, 265, 851, 280)
article-text: سرحدی علاقوں میں امن و امان کی صورتحال کا جائزہ لینے کیلئے اعلیٰ سطحی اجلاس منعقد ہوا جس میں پولیس اور انتظامیہ کے (518, 797, 685, 857)
continuation-badge (87, 679, 163, 705)
continuation-label: بقیہ (823, 1006, 851, 1022)
continuation-badge (1304, 1214, 1380, 1240)
continuation-title: ہسپتال منتقل (521, 1496, 606, 1511)
column-4 (515, 24, 688, 2554)
continuation-box-47 (5, 74, 165, 104)
continuation-box-30 (518, 1488, 685, 1518)
